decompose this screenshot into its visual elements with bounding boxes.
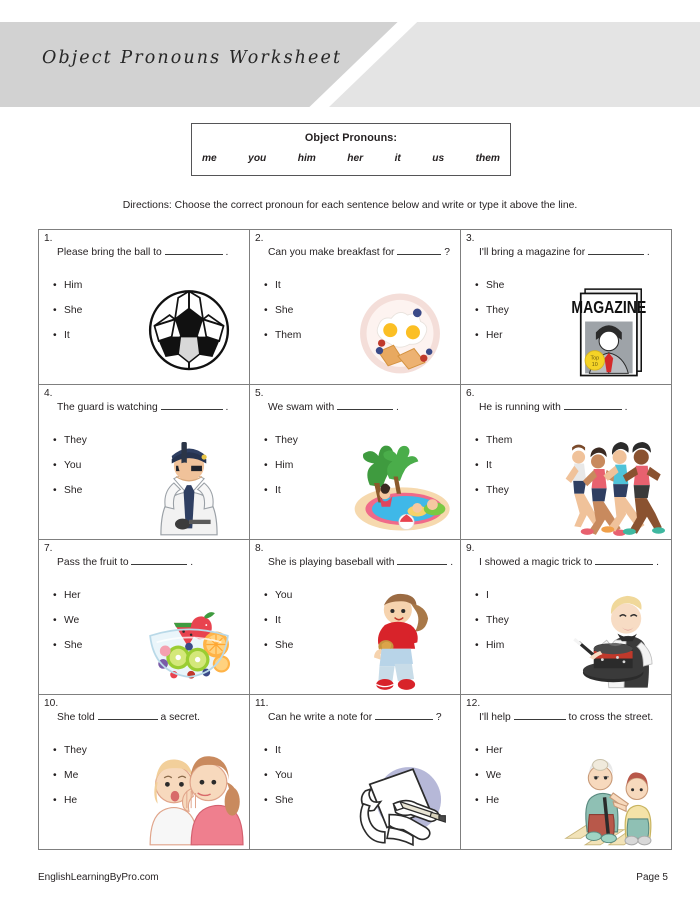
option-item[interactable] — [53, 615, 82, 626]
option-label: They — [486, 305, 509, 316]
answer-blank[interactable] — [397, 564, 447, 565]
bullet-icon: • — [475, 330, 479, 341]
option-label: They — [64, 435, 87, 446]
option-item[interactable] — [53, 305, 82, 316]
page-footer — [38, 872, 668, 883]
option-label: Them — [275, 330, 302, 341]
option-label: Her — [64, 590, 81, 601]
question-number: 2. — [255, 233, 264, 244]
answer-blank[interactable] — [588, 254, 644, 255]
sentence-text-after: ? — [444, 247, 450, 258]
bullet-icon: • — [475, 305, 479, 316]
questions-row — [39, 230, 672, 385]
question-sentence — [479, 402, 665, 415]
option-item[interactable] — [264, 305, 301, 316]
question-sentence — [268, 247, 454, 260]
svg-text:MAGAZINE: MAGAZINE — [571, 298, 647, 318]
question-cell-10 — [39, 695, 250, 850]
option-item[interactable] — [475, 770, 503, 781]
question-options — [475, 280, 509, 355]
question-options — [475, 435, 512, 510]
question-number: 4. — [44, 388, 53, 399]
question-cell-8 — [250, 540, 461, 695]
option-label: We — [64, 615, 80, 626]
questions-grid — [38, 229, 672, 850]
questions-row — [39, 385, 672, 540]
question-cell-6 — [461, 385, 672, 540]
bullet-icon: • — [53, 305, 57, 316]
bullet-icon: • — [53, 770, 57, 781]
writing-hand-illustration — [344, 739, 456, 847]
word-bank-word-it: it — [394, 153, 401, 164]
breakfast-plate-illustration — [344, 274, 456, 382]
option-item[interactable] — [264, 770, 293, 781]
option-item[interactable] — [53, 280, 82, 291]
option-label: They — [275, 435, 298, 446]
question-cell-2 — [250, 230, 461, 385]
option-item[interactable] — [475, 615, 509, 626]
bullet-icon: • — [264, 330, 268, 341]
question-sentence — [57, 402, 243, 415]
option-label: She — [64, 640, 83, 651]
bullet-icon: • — [264, 795, 268, 806]
option-item[interactable] — [475, 280, 509, 291]
question-cell-9 — [461, 540, 672, 695]
option-label: They — [486, 615, 509, 626]
option-label: You — [275, 590, 293, 601]
option-item[interactable] — [264, 330, 301, 341]
answer-blank[interactable] — [375, 719, 433, 720]
option-item[interactable] — [53, 590, 82, 601]
question-options — [264, 590, 293, 665]
question-options — [475, 745, 503, 820]
bullet-icon: • — [475, 460, 479, 471]
magazine-illustration — [555, 274, 667, 382]
footer-page-number: Page 5 — [636, 872, 668, 883]
question-cell-11 — [250, 695, 461, 850]
question-number: 10. — [44, 698, 59, 709]
option-label: She — [486, 280, 505, 291]
directions-text: Directions: Choose the correct pronoun for each sentence below and write or type it above the line. — [122, 200, 578, 211]
option-label: It — [275, 280, 281, 291]
sentence-text-before: Pass the fruit to — [57, 557, 129, 568]
whispering-girls-illustration — [133, 739, 245, 847]
word-bank-words — [192, 153, 510, 164]
answer-blank[interactable] — [165, 254, 223, 255]
answer-blank[interactable] — [595, 564, 653, 565]
option-label: It — [275, 485, 281, 496]
question-number: 6. — [466, 388, 475, 399]
bullet-icon: • — [264, 745, 268, 756]
sentence-text-before: I'll bring a magazine for — [479, 247, 586, 258]
option-item[interactable] — [264, 640, 293, 651]
bullet-icon: • — [264, 460, 268, 471]
svg-text:10: 10 — [591, 361, 598, 368]
question-number: 9. — [466, 543, 475, 554]
bullet-icon: • — [475, 615, 479, 626]
answer-blank[interactable] — [337, 409, 393, 410]
option-label: Me — [64, 770, 79, 781]
option-item[interactable] — [475, 305, 509, 316]
answer-blank[interactable] — [131, 564, 187, 565]
question-cell-5 — [250, 385, 461, 540]
sentence-text-before: I'll help — [479, 712, 511, 723]
option-item[interactable] — [264, 485, 298, 496]
word-bank-word-you: you — [248, 153, 267, 164]
question-number: 5. — [255, 388, 264, 399]
question-number: 12. — [466, 698, 481, 709]
option-label: It — [64, 330, 70, 341]
magician-illustration — [555, 584, 667, 692]
option-label: You — [64, 460, 82, 471]
bullet-icon: • — [475, 795, 479, 806]
question-options — [53, 590, 82, 665]
word-bank-word-us: us — [432, 153, 445, 164]
option-item[interactable] — [264, 590, 293, 601]
word-bank-word-me: me — [202, 153, 217, 164]
option-item[interactable] — [53, 640, 82, 651]
bullet-icon: • — [264, 640, 268, 651]
option-item[interactable] — [475, 460, 512, 471]
swimming-pool-illustration — [344, 429, 456, 537]
option-item[interactable] — [53, 745, 87, 756]
question-sentence — [268, 557, 454, 570]
question-options — [475, 590, 509, 665]
option-item[interactable] — [53, 435, 87, 446]
question-sentence — [268, 402, 454, 415]
sentence-text-after: . — [190, 557, 194, 568]
bullet-icon: • — [53, 460, 57, 471]
sentence-text-before: He is running with — [479, 402, 561, 413]
baseball-girl-illustration — [344, 584, 456, 692]
sentence-text-after: . — [395, 402, 399, 413]
sentence-text-before: Can you make breakfast for — [268, 247, 395, 258]
question-sentence — [479, 557, 665, 570]
option-item[interactable] — [264, 615, 293, 626]
question-cell-3 — [461, 230, 672, 385]
sentence-text-before: I showed a magic trick to — [479, 557, 593, 568]
bullet-icon: • — [264, 485, 268, 496]
bullet-icon: • — [475, 745, 479, 756]
bullet-icon: • — [53, 745, 57, 756]
page-title: Object Pronouns Worksheet — [42, 48, 343, 68]
option-item[interactable] — [53, 330, 82, 341]
bullet-icon: • — [53, 485, 57, 496]
bullet-icon: • — [475, 485, 479, 496]
question-number: 7. — [44, 543, 53, 554]
option-item[interactable] — [475, 745, 503, 756]
option-label: She — [64, 485, 83, 496]
soccer-ball-illustration — [133, 274, 245, 382]
answer-blank[interactable] — [564, 409, 622, 410]
bullet-icon: • — [53, 615, 57, 626]
option-label: It — [486, 460, 492, 471]
bullet-icon: • — [53, 795, 57, 806]
answer-blank[interactable] — [397, 254, 441, 255]
sentence-text-after: . — [646, 247, 650, 258]
option-item[interactable] — [264, 280, 301, 291]
sentence-text-before: We swam with — [268, 402, 335, 413]
svg-text:Top: Top — [590, 355, 600, 362]
runners-illustration — [555, 429, 667, 537]
sentence-text-before: Can he write a note for — [268, 712, 373, 723]
bullet-icon: • — [475, 770, 479, 781]
bullet-icon: • — [53, 330, 57, 341]
option-label: She — [275, 640, 294, 651]
crossing-street-illustration — [555, 739, 667, 847]
option-label: Them — [486, 435, 513, 446]
option-item[interactable] — [53, 795, 87, 806]
option-item[interactable] — [475, 640, 509, 651]
sentence-text-before: Please bring the ball to — [57, 247, 162, 258]
bullet-icon: • — [475, 435, 479, 446]
option-item[interactable] — [475, 590, 509, 601]
sentence-text-after: a secret. — [160, 712, 201, 723]
option-label: She — [64, 305, 83, 316]
bullet-icon: • — [264, 435, 268, 446]
option-label: They — [64, 745, 87, 756]
option-item[interactable] — [475, 330, 509, 341]
bullet-icon: • — [53, 435, 57, 446]
question-cell-1 — [39, 230, 250, 385]
option-item[interactable] — [264, 435, 298, 446]
sentence-text-after: to cross the street. — [568, 712, 654, 723]
bullet-icon: • — [53, 280, 57, 291]
option-label: It — [275, 745, 281, 756]
footer-site: EnglishLearningByPro.com — [38, 872, 159, 883]
security-guard-illustration — [133, 429, 245, 537]
option-label: I — [486, 590, 489, 601]
option-item[interactable] — [475, 485, 512, 496]
sentence-text-after: ? — [435, 712, 442, 723]
bullet-icon: • — [264, 280, 268, 291]
option-label: Him — [486, 640, 505, 651]
question-cell-4 — [39, 385, 250, 540]
bullet-icon: • — [475, 280, 479, 291]
question-cell-7 — [39, 540, 250, 695]
bullet-icon: • — [264, 590, 268, 601]
question-sentence — [57, 712, 243, 725]
option-label: She — [275, 795, 294, 806]
sentence-text-before: She told — [57, 712, 95, 723]
bullet-icon: • — [264, 770, 268, 781]
bullet-icon: • — [475, 640, 479, 651]
option-label: You — [275, 770, 293, 781]
question-options — [53, 745, 87, 820]
word-bank-word-him: him — [297, 153, 316, 164]
questions-row — [39, 540, 672, 695]
question-number: 11. — [255, 698, 269, 709]
question-number: 8. — [255, 543, 264, 554]
question-options — [53, 435, 87, 510]
word-bank-title: Object Pronouns: — [304, 132, 398, 144]
option-item[interactable] — [53, 770, 87, 781]
option-item[interactable] — [264, 745, 293, 756]
option-item[interactable] — [264, 795, 293, 806]
question-sentence — [57, 247, 243, 260]
option-label: He — [486, 795, 500, 806]
option-label: She — [275, 305, 294, 316]
answer-blank[interactable] — [98, 719, 158, 720]
sentence-text-after: . — [225, 402, 229, 413]
sentence-text-after: . — [624, 402, 628, 413]
bullet-icon: • — [53, 590, 57, 601]
option-label: He — [64, 795, 78, 806]
option-label: Her — [486, 745, 503, 756]
option-label: We — [486, 770, 502, 781]
fruit-bowl-illustration — [133, 584, 245, 692]
option-item[interactable] — [475, 795, 503, 806]
question-number: 1. — [44, 233, 53, 244]
sentence-text-after: . — [225, 247, 229, 258]
sentence-text-before: She is playing baseball with — [268, 557, 395, 568]
question-options — [264, 745, 293, 820]
question-cell-12 — [461, 695, 672, 850]
question-sentence — [57, 557, 243, 570]
questions-row — [39, 695, 672, 850]
option-label: Him — [64, 280, 83, 291]
bullet-icon: • — [264, 305, 268, 316]
word-bank-word-her: her — [347, 153, 364, 164]
question-sentence — [479, 247, 665, 260]
question-options — [53, 280, 82, 355]
question-number: 3. — [466, 233, 475, 244]
question-options — [264, 280, 301, 355]
bullet-icon: • — [264, 615, 268, 626]
word-bank-word-them: them — [475, 153, 500, 164]
answer-blank[interactable] — [514, 719, 566, 720]
option-item[interactable] — [53, 460, 87, 471]
option-item[interactable] — [264, 460, 298, 471]
question-sentence — [479, 712, 665, 725]
option-label: Her — [486, 330, 503, 341]
question-sentence — [268, 712, 454, 725]
sentence-text-before: The guard is watching — [57, 402, 158, 413]
word-bank-box — [191, 123, 511, 176]
option-label: It — [275, 615, 281, 626]
option-item[interactable] — [475, 435, 512, 446]
sentence-text-after: . — [450, 557, 454, 568]
option-label: Him — [275, 460, 294, 471]
bullet-icon: • — [53, 640, 57, 651]
header-banner — [0, 22, 700, 107]
answer-blank[interactable] — [161, 409, 223, 410]
question-options — [264, 435, 298, 510]
option-label: They — [486, 485, 509, 496]
option-item[interactable] — [53, 485, 87, 496]
bullet-icon: • — [475, 590, 479, 601]
sentence-text-after: . — [656, 557, 659, 568]
